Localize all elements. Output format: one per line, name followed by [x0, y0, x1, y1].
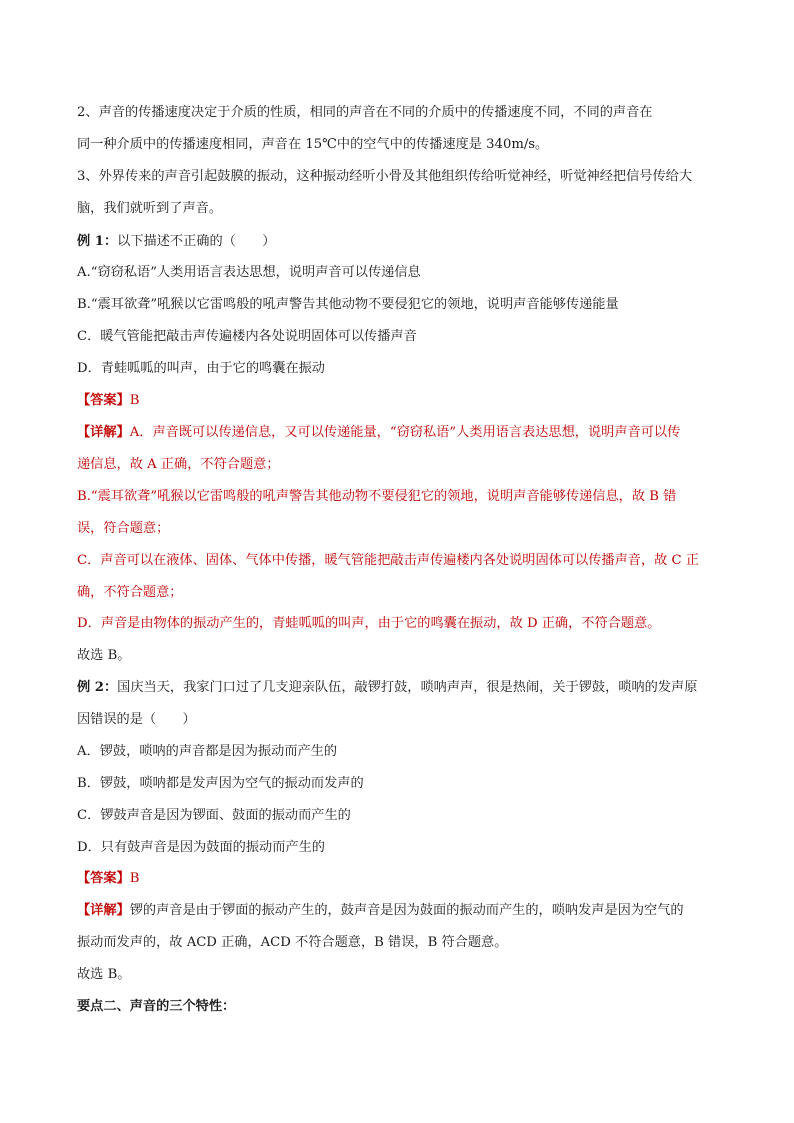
option-b: B．锣鼓，唢呐都是发声因为空气的振动而发声的: [77, 776, 364, 791]
example-1-label: 例 1：: [77, 234, 118, 249]
detail-line: B.“震耳欲聋”吼猴以它雷鸣般的吼声警告其他动物不要侵犯它的领地，说明声音能够传递信息，故 B 错: [77, 489, 677, 504]
example-2-question-cont: 因错误的是（ ）: [77, 712, 196, 727]
detail-line: 误，符合题意；: [77, 521, 170, 536]
answer-tag: 【答案】: [77, 393, 130, 408]
detail-line: C．声音可以在液体、固体、气体中传播，暖气管能把敲击声传遍楼内各处说明固体可以传播声音，故 C 正: [77, 553, 699, 568]
option-d: D．只有鼓声音是因为鼓面的振动而产生的: [77, 840, 325, 855]
example-2-question: 例 2：国庆当天，我家门口过了几支迎亲队伍，敲锣打鼓，唢呐声声，很是热闹，关于锣鼓，唢呐的发声原: [77, 680, 698, 695]
conclusion: 故选 B。: [77, 967, 131, 982]
option-a: A.“窃窃私语”人类用语言表达思想，说明声音可以传递信息: [77, 265, 421, 280]
text-line: 3、外界传来的声音引起鼓膜的振动，这种振动经听小骨及其他组织传给听觉神经，听觉神经把信号传给大: [77, 169, 693, 184]
answer-tag: 【答案】: [77, 871, 130, 886]
section-heading: 要点二、声音的三个特性：: [77, 999, 236, 1014]
example-2-label: 例 2：: [77, 680, 118, 695]
option-c: C．锣鼓声音是因为锣面、鼓面的振动而产生的: [77, 808, 351, 823]
detail-line: 【详解】A．声音既可以传递信息，又可以传递能量，“窃窃私语”人类用语言表达思想，说明声音可以传: [77, 425, 681, 440]
text-line: 同一种介质中的传播速度相同，声音在 15℃中的空气中的传播速度是 340m/s。: [77, 137, 549, 152]
detail-line: 振动而发声的，故 ACD 正确，ACD 不符合题意，B 错误，B 符合题意。: [77, 935, 508, 950]
option-c: C．暖气管能把敲击声传遍楼内各处说明固体可以传播声音: [77, 329, 417, 344]
answer-value: B: [129, 871, 140, 886]
example-2-answer: [77, 870, 139, 888]
option-b: B.“震耳欲聋”吼猴以它雷鸣般的吼声警告其他动物不要侵犯它的领地，说明声音能够传递能量: [77, 297, 619, 312]
detail-line: D．声音是由物体的振动产生的，青蛙呱呱的叫声，由于它的鸣囊在振动，故 D 正确，不符合题意。: [77, 616, 661, 631]
example-1-question: 例 1：以下描述不正确的（ ）: [77, 234, 276, 249]
example-1-answer: [77, 392, 139, 410]
detail-tag: 【详解】: [77, 425, 130, 440]
detail-line: 递信息，故 A 正确，不符合题意；: [77, 457, 280, 472]
option-a: A．锣鼓，唢呐的声音都是因为振动而产生的: [77, 744, 338, 759]
text-line: 2、声音的传播速度决定于介质的性质，相同的声音在不同的介质中的传播速度不同，不同的声音在: [77, 105, 653, 120]
conclusion: 故选 B。: [77, 648, 131, 663]
detail-line: 【详解】锣的声音是由于锣面的振动产生的，鼓声音是因为鼓面的振动而产生的，唢呐发声是因为空气的: [77, 903, 684, 918]
detail-line: 确，不符合题意；: [77, 585, 183, 600]
answer-value: B: [129, 393, 140, 408]
detail-tag: 【详解】: [77, 903, 130, 918]
text-line: 脑，我们就听到了声音。: [77, 201, 223, 216]
option-d: D．青蛙呱呱的叫声，由于它的鸣囊在振动: [77, 361, 325, 376]
